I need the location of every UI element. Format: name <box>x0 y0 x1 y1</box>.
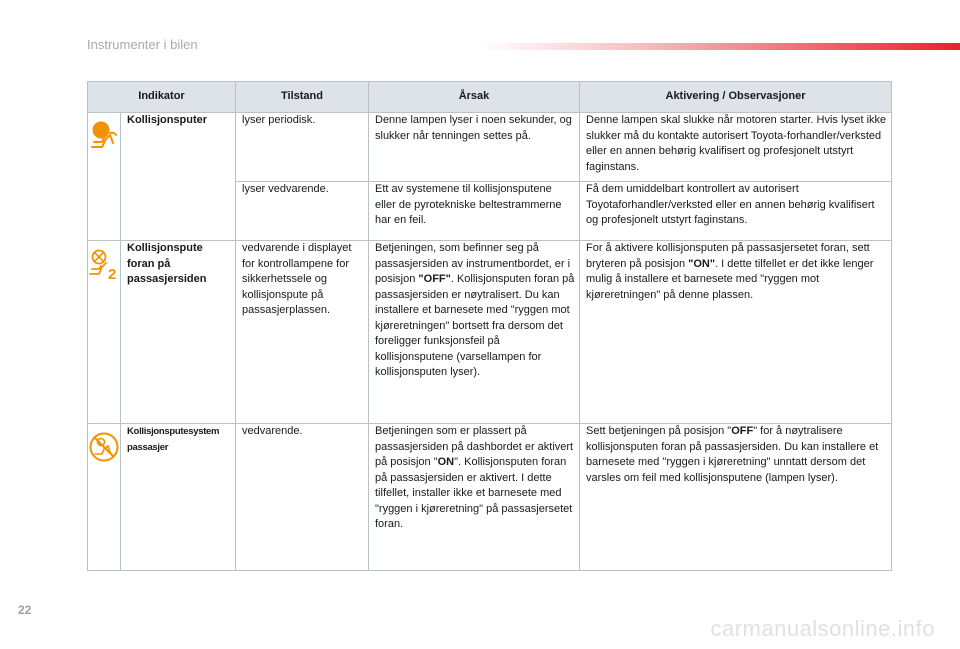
cause-cell: Betjeningen som er plassert på passasjersiden på dashbordet er aktivert på posisjon "ON". Kollisjonsputen foran på passasjersiden er aktivert. I dette tilfellet, installer ikke et barnesete med "ryggen i kjøreretning" på passasjersetet foran. <box>369 424 580 571</box>
passenger-airbag-disabled-icon <box>88 431 120 463</box>
state-cell: lyser periodisk. <box>236 113 369 182</box>
action-cell: Denne lampen skal slukke når motoren starter. Hvis lyset ikke slukker må du kontakte autorisert Toyota-forhandler/verksted eller en annen behørig kvalifisert og profesjonelt utstyrt faginstans. <box>580 113 892 182</box>
action-cell: For å aktivere kollisjonsputen på passasjersetet foran, sett bryteren på posisjon "ON". I dette tilfellet er det ikke lenger mulig å installere et barnesete med "ryggen mot kjøreretningen" på denne plassen. <box>580 241 892 424</box>
cause-cell: Denne lampen lyser i noen sekunder, og slukker når tenningen settes på. <box>369 113 580 182</box>
column-header-arsak: Årsak <box>369 82 580 113</box>
indicator-table <box>87 81 892 571</box>
page-section-title: Instrumenter i bilen <box>87 37 198 52</box>
action-cell: Sett betjeningen på posisjon "OFF" for å nøytralisere kollisjonsputen foran på passasjersiden. Du kan installere et barnesete med "ryggen i kjøreretning" unntatt dersom det varsles om feil med kollisjonsputene (lampen lyser). <box>580 424 892 571</box>
airbag-icon-number: 2 <box>108 266 117 280</box>
indicator-icon-cell <box>88 113 121 241</box>
airbag-warning-icon <box>88 120 120 152</box>
cause-cell: Ett av systemene til kollisjonsputene eller de pyrotekniske beltestrammerne har en feil. <box>369 182 580 241</box>
column-header-indikator: Indikator <box>88 82 236 113</box>
cause-cell: Betjeningen, som befinner seg på passasjersiden av instrumentbordet, er i posisjon "OFF". Kollisjonsputen foran på passasjersiden er nøytralisert. Du kan installere et barnesete med "ryggen mot kjøreretningen" bortsett fra dersom det foreligger funksjonsfeil på kollisjonsputene (varsellampen for kollisjonsputen lyser). <box>369 241 580 424</box>
indicator-name: Kollisjonsputesystem passasjer <box>121 424 236 571</box>
table-row <box>88 241 892 424</box>
indicator-icon-cell <box>88 424 121 571</box>
state-cell: vedvarende i displayet for kontrollampene for sikkerhetssele og kollisjonspute på passasjerplassen. <box>236 241 369 424</box>
state-cell: vedvarende. <box>236 424 369 571</box>
table-row <box>88 424 892 571</box>
table-header-row <box>88 82 892 113</box>
column-header-tilstand: Tilstand <box>236 82 369 113</box>
state-cell: lyser vedvarende. <box>236 182 369 241</box>
page-number: 22 <box>18 603 32 617</box>
watermark: carmanualsonline.info <box>710 616 935 641</box>
header-accent-bar <box>480 43 960 50</box>
indicator-icon-cell <box>88 241 121 424</box>
action-cell: Få dem umiddelbart kontrollert av autorisert Toyotaforhandler/verksted eller en annen behørig kvalifisert og profesjonelt utstyrt faginstans. <box>580 182 892 241</box>
column-header-aktivering: Aktivering / Observasjoner <box>580 82 892 113</box>
table-row <box>88 113 892 182</box>
indicator-name: Kollisjonspute foran på passasjersiden <box>121 241 236 424</box>
indicator-name: Kollisjonsputer <box>121 113 236 241</box>
passenger-airbag-off-icon <box>88 248 120 280</box>
